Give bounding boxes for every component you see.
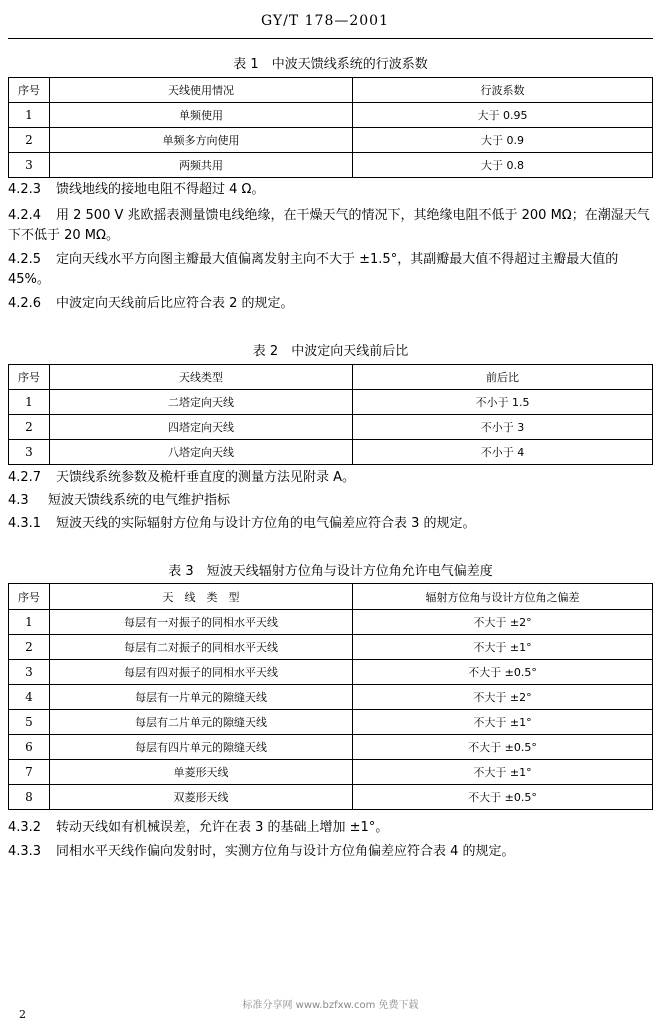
clause-4-2-6 xyxy=(8,294,656,314)
table-row xyxy=(9,660,653,685)
table2-header-cell: 前后比 xyxy=(353,365,653,390)
table-cell: 每层有二对振子的同相水平天线 xyxy=(50,635,353,660)
clause-4-3-1 xyxy=(8,514,656,534)
table-cell: 八塔定向天线 xyxy=(50,440,353,465)
table-row xyxy=(9,735,653,760)
clause-text: 转动天线如有机械误差，允许在表 3 的基础上增加 ±1°。 xyxy=(56,820,389,835)
table-cell: 8 xyxy=(9,785,50,810)
clause-number: 4.3.1 xyxy=(8,516,42,531)
table3-header-cell: 序号 xyxy=(9,584,50,610)
table-cell: 不大于 ±0.5° xyxy=(353,660,653,685)
table-cell: 每层有四片单元的隙缝天线 xyxy=(50,735,353,760)
table3-header-cell: 辐射方位角与设计方位角之偏差 xyxy=(353,584,653,610)
section-4-3 xyxy=(8,491,656,511)
table1-header-row xyxy=(9,78,653,103)
table2-header-cell: 天线类型 xyxy=(50,365,353,390)
clause-number: 4.2.6 xyxy=(8,296,42,311)
clause-text: 天馈线系统参数及桅杆垂直度的测量方法见附录 A。 xyxy=(56,470,356,485)
clause-number: 4.2.4 xyxy=(8,208,42,223)
table1-header-cell: 天线使用情况 xyxy=(50,78,353,103)
table-cell: 大于 0.8 xyxy=(353,153,653,178)
table-cell: 3 xyxy=(9,440,50,465)
clause-number: 4.2.7 xyxy=(8,470,42,485)
table-row xyxy=(9,440,653,465)
table-cell: 2 xyxy=(9,635,50,660)
table-cell: 7 xyxy=(9,760,50,785)
table-row xyxy=(9,635,653,660)
table-cell: 不大于 ±1° xyxy=(353,710,653,735)
clause-text: 短波天线的实际辐射方位角与设计方位角的电气偏差应符合表 3 的规定。 xyxy=(56,516,476,531)
page-number: 2 xyxy=(19,1008,26,1021)
table-cell: 每层有一片单元的隙缝天线 xyxy=(50,685,353,710)
clause-4-3-2 xyxy=(8,818,656,838)
table-row xyxy=(9,710,653,735)
table-cell: 单频使用 xyxy=(50,103,353,128)
table-cell: 不大于 ±1° xyxy=(353,635,653,660)
clause-4-2-5 xyxy=(8,250,656,290)
table-cell: 不大于 ±2° xyxy=(353,685,653,710)
clause-4-3-3 xyxy=(8,842,656,862)
table3-caption: 表 3 短波天线辐射方位角与设计方位角允许电气偏差度 xyxy=(168,564,493,579)
clause-text: 同相水平天线作偏向发射时，实测方位角与设计方位角偏差应符合表 4 的规定。 xyxy=(56,844,515,859)
table-cell: 6 xyxy=(9,735,50,760)
table-cell: 每层有一对振子的同相水平天线 xyxy=(50,610,353,635)
table-cell: 不大于 ±0.5° xyxy=(353,735,653,760)
table-row xyxy=(9,610,653,635)
clause-text: 定向天线水平方向图主瓣最大值偏离发射主向不大于 ±1.5°，其副瓣最大值不得超过主瓣最大值的 45%。 xyxy=(8,252,619,287)
table2-header-row xyxy=(9,365,653,390)
clause-number: 4.3.3 xyxy=(8,844,42,859)
table-row xyxy=(9,153,653,178)
table-cell: 不大于 ±1° xyxy=(353,760,653,785)
table-cell: 2 xyxy=(9,415,50,440)
table1 xyxy=(8,77,653,178)
table-cell: 大于 0.95 xyxy=(353,103,653,128)
table2-header-cell: 序号 xyxy=(9,365,50,390)
table-row xyxy=(9,785,653,810)
table-cell: 4 xyxy=(9,685,50,710)
table-row xyxy=(9,103,653,128)
table-row xyxy=(9,685,653,710)
table-row xyxy=(9,415,653,440)
table-cell: 3 xyxy=(9,660,50,685)
table3-header-row xyxy=(9,584,653,610)
clause-number: 4.3.2 xyxy=(8,820,42,835)
table1-header-cell: 序号 xyxy=(9,78,50,103)
clause-4-2-3 xyxy=(8,180,656,200)
table-cell: 不小于 1.5 xyxy=(353,390,653,415)
table-cell: 单频多方向使用 xyxy=(50,128,353,153)
clause-text: 短波天馈线系统的电气维护指标 xyxy=(48,493,231,508)
table-cell: 二塔定向天线 xyxy=(50,390,353,415)
table-row xyxy=(9,390,653,415)
header-rule xyxy=(8,38,653,39)
table-cell: 每层有二片单元的隙缝天线 xyxy=(50,710,353,735)
table-cell: 不小于 4 xyxy=(353,440,653,465)
clause-number: 4.2.3 xyxy=(8,182,42,197)
table1-header-cell: 行波系数 xyxy=(353,78,653,103)
table-cell: 不大于 ±0.5° xyxy=(353,785,653,810)
table-cell: 3 xyxy=(9,153,50,178)
table-cell: 两频共用 xyxy=(50,153,353,178)
table2-caption: 表 2 中波定向天线前后比 xyxy=(252,344,409,359)
table-cell: 1 xyxy=(9,103,50,128)
table-row xyxy=(9,128,653,153)
table-cell: 四塔定向天线 xyxy=(50,415,353,440)
table1-caption: 表 1 中波天馈线系统的行波系数 xyxy=(233,57,428,72)
table-cell: 1 xyxy=(9,390,50,415)
table3-header-cell: 天 线 类 型 xyxy=(50,584,353,610)
clause-4-2-7 xyxy=(8,468,656,488)
table-cell: 1 xyxy=(9,610,50,635)
table-cell: 不大于 ±2° xyxy=(353,610,653,635)
clause-4-2-4 xyxy=(8,206,656,246)
table3 xyxy=(8,583,653,810)
table-cell: 5 xyxy=(9,710,50,735)
clause-number: 4.2.5 xyxy=(8,252,42,267)
table2 xyxy=(8,364,653,465)
table-cell: 双菱形天线 xyxy=(50,785,353,810)
table-cell: 每层有四对振子的同相水平天线 xyxy=(50,660,353,685)
table-cell: 不小于 3 xyxy=(353,415,653,440)
table-cell: 大于 0.9 xyxy=(353,128,653,153)
clause-text: 馈线地线的接地电阻不得超过 4 Ω。 xyxy=(56,182,265,197)
table-cell: 单菱形天线 xyxy=(50,760,353,785)
clause-number: 4.3 xyxy=(8,493,29,508)
table-cell: 2 xyxy=(9,128,50,153)
clause-text: 中波定向天线前后比应符合表 2 的规定。 xyxy=(56,296,294,311)
document-code: GY/T 178—2001 xyxy=(260,13,389,29)
watermark: 标准分享网 www.bzfxw.com 免费下载 xyxy=(242,1000,419,1011)
table-row xyxy=(9,760,653,785)
clause-text: 用 2 500 V 兆欧摇表测量馈电线绝缘，在干燥天气的情况下，其绝缘电阻不低于 200 MΩ；在潮湿天气下不低于 20 MΩ。 xyxy=(8,208,650,243)
